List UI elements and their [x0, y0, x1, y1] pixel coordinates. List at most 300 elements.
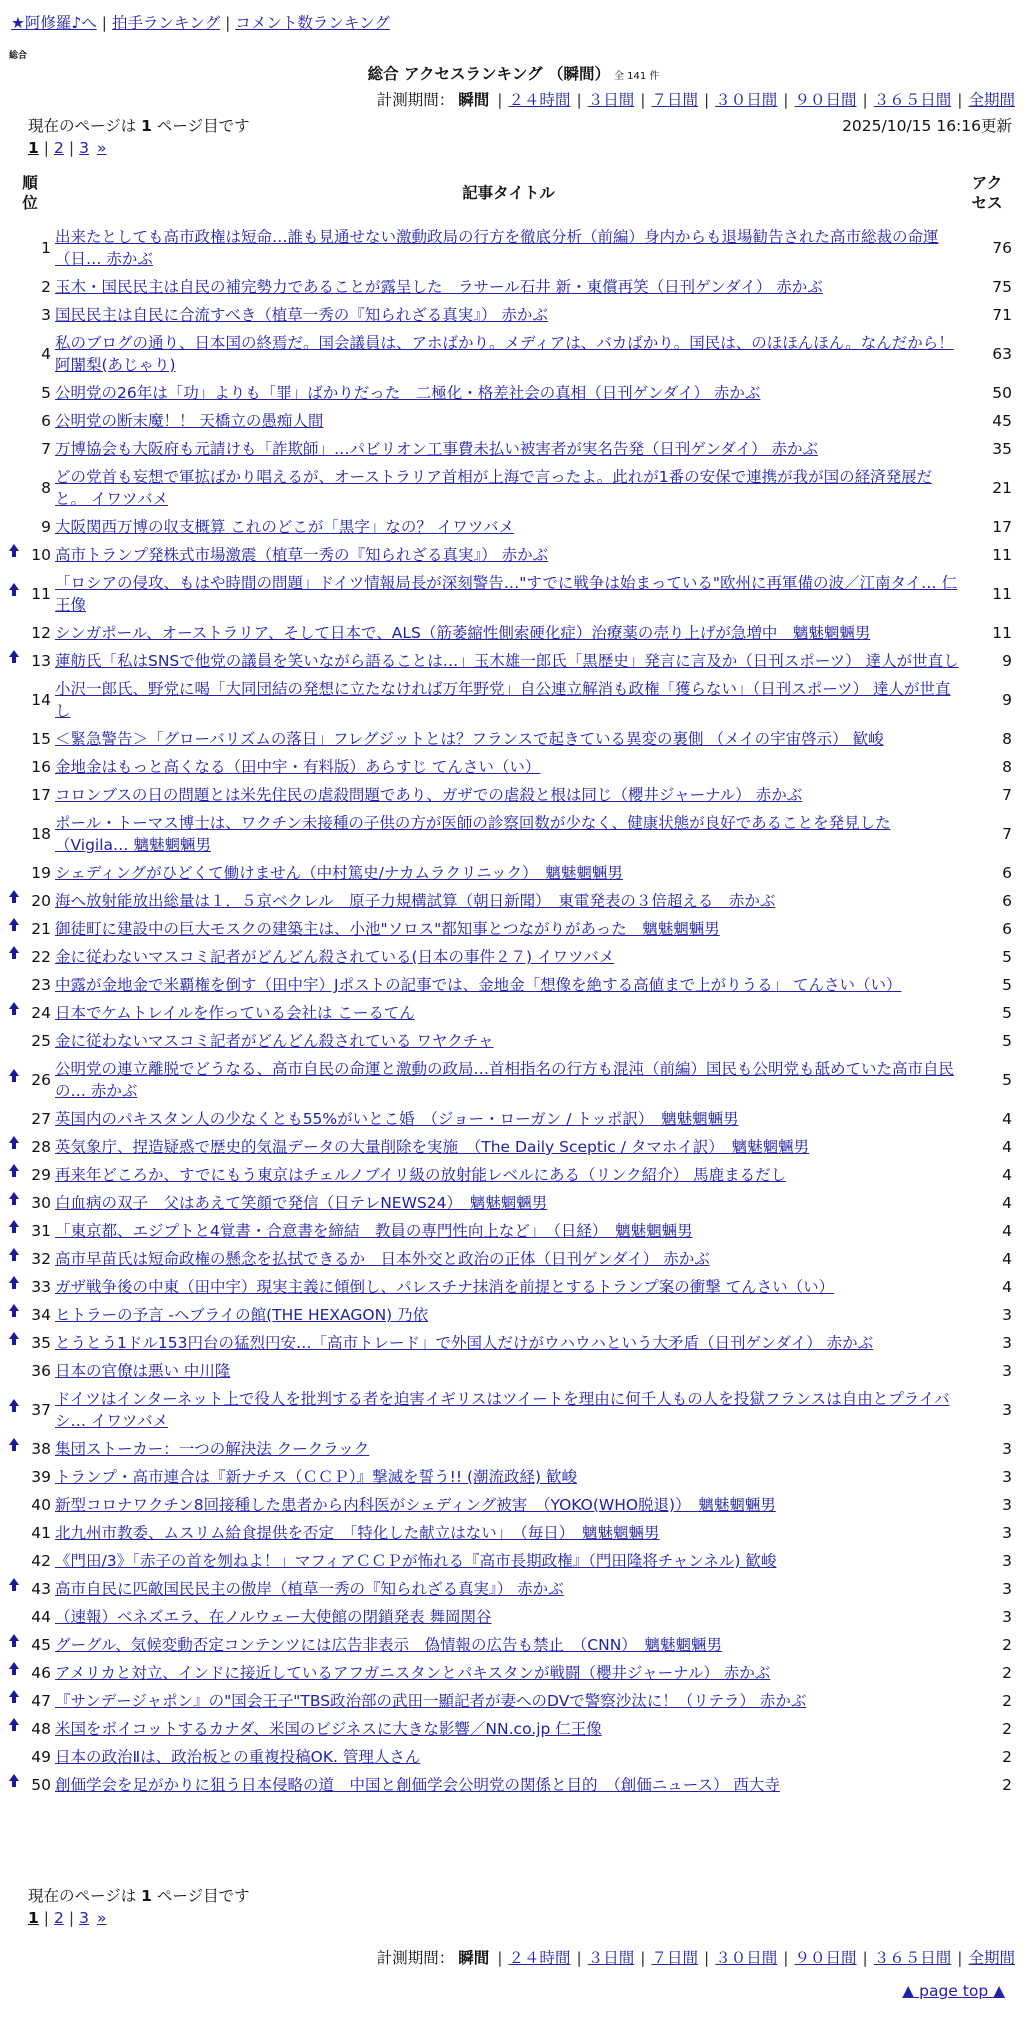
up-arrow-icon — [9, 1248, 19, 1255]
rank-number: 13 — [31, 652, 51, 670]
access-count: 2 — [1002, 1748, 1012, 1766]
pager-separator: | — [68, 1909, 75, 1927]
title-cell — [55, 915, 962, 943]
up-arrow-icon — [9, 1069, 19, 1076]
title-cell — [55, 619, 962, 647]
article-link[interactable]: 私のブログの通り、日本国の終焉だ。国会議員は、アホばかり。メディアは、バカばかり。国民は、のほほんほん。なんだから！ 阿闍梨(あじゃり) — [55, 334, 954, 374]
rank-number: 27 — [31, 1110, 51, 1128]
access-count: 3 — [1002, 1496, 1012, 1514]
rank-cell — [5, 647, 55, 675]
rank-cell — [5, 915, 55, 943]
access-count: 5 — [1002, 1004, 1012, 1022]
access-count: 4 — [1002, 1222, 1012, 1240]
table-row — [5, 1743, 1022, 1771]
rank-number: 16 — [31, 758, 51, 776]
rank-number: 15 — [31, 730, 51, 748]
period-link[interactable]: ３６５日間 — [873, 1949, 952, 1967]
rank-number: 5 — [41, 384, 51, 402]
rank-number: 7 — [41, 440, 51, 458]
up-arrow-icon — [9, 1690, 19, 1697]
up-arrow-icon — [9, 1304, 19, 1311]
title-cell — [55, 541, 962, 569]
article-link[interactable]: どの党首も妄想で軍拡ばかり唱えるが、オーストラリア首相が上海で言ったよ。此れが1番の安保で連携が我が国の経済発展だと。 イワツバメ — [55, 468, 933, 508]
article-link[interactable]: 蓮舫氏「私はSNSで他党の議員を笑いながら語ることは…」玉木雄一郎氏「黒歴史」発言に言及か（日刊スポーツ） 達人が世直し — [55, 652, 959, 670]
article-link[interactable]: 《門田/3》「赤子の首を刎ねよ！」マフィアＣＣＰが怖れる『高市長期政権』（門田隆将チャンネル) 歓峻 — [55, 1552, 777, 1570]
title-cell — [55, 999, 962, 1027]
table-row — [5, 999, 1022, 1027]
article-link[interactable]: ドイツはインターネット上で役人を批判する者を迫害イギリスはツイートを理由に何千人もの人を投獄フランスは自由とプライバシ… イワツバメ — [55, 1390, 950, 1430]
title-cell — [55, 1357, 962, 1385]
table-row — [5, 1631, 1022, 1659]
title-cell — [55, 223, 962, 273]
rank-number: 40 — [31, 1496, 51, 1514]
period-link[interactable]: 全期間 — [968, 91, 1015, 109]
access-count: 11 — [992, 624, 1012, 642]
rank-cell — [5, 1161, 55, 1189]
table-row — [5, 1329, 1022, 1357]
top-nav — [11, 11, 390, 33]
article-link[interactable]: 国民民主は自民に合流すべき（植草一秀の『知られざる真実』） 赤かぶ — [55, 306, 548, 324]
table-row — [5, 569, 1022, 619]
pager-next-link[interactable]: » — [97, 1909, 107, 1927]
up-arrow-icon — [9, 1002, 19, 1009]
table-row — [5, 1027, 1022, 1055]
access-count: 4 — [1002, 1250, 1012, 1268]
rank-cell — [5, 1491, 55, 1519]
rank-number: 35 — [31, 1334, 51, 1352]
table-row — [5, 725, 1022, 753]
rank-number: 9 — [41, 518, 51, 536]
title-cell — [55, 859, 962, 887]
rank-number: 26 — [31, 1071, 51, 1089]
access-count: 4 — [1002, 1194, 1012, 1212]
article-link[interactable]: 公明党の断末魔！！ 天橋立の愚痴人間 — [55, 412, 324, 430]
period-separator: | — [862, 91, 868, 109]
article-link[interactable]: 金地金はもっと高くなる（田中宇・有料版）あらすじ てんさい（い） — [55, 758, 541, 776]
table-row — [5, 915, 1022, 943]
rank-cell — [5, 1217, 55, 1245]
page-top-link-wrapper — [902, 1982, 1005, 2000]
access-count: 35 — [992, 440, 1012, 458]
updated-timestamp: 2025/10/15 16:16更新 — [842, 117, 1012, 135]
rank-number: 45 — [31, 1636, 51, 1654]
article-link[interactable]: 「東京都、エジプトと4覚書・合意書を締結 教員の専門性向上など」 （日経） 魑魅魍魎男 — [55, 1222, 693, 1240]
title-cell — [55, 1687, 962, 1715]
total-count: 全 141 件 — [613, 71, 660, 82]
rank-number: 17 — [31, 786, 51, 804]
up-arrow-icon — [9, 1438, 19, 1445]
period-separator: | — [704, 1949, 710, 1967]
access-count: 21 — [992, 479, 1012, 497]
rank-cell — [5, 379, 55, 407]
article-link[interactable]: 「ロシアの侵攻、もはや時間の問題」ドイツ情報局長が深刻警告…"すでに戦争は始まっている"欧州に再軍備の波／江南タイ… 仁王像 — [55, 574, 958, 614]
title-cell — [55, 301, 962, 329]
title-cell — [55, 435, 962, 463]
rank-number: 21 — [31, 920, 51, 938]
rank-cell — [5, 541, 55, 569]
access-count: 3 — [1002, 1468, 1012, 1486]
nav-separator: | — [101, 14, 108, 32]
rank-cell — [5, 971, 55, 999]
table-row — [5, 1357, 1022, 1385]
article-link[interactable]: 玉木・国民民主は自民の補完勢力であることが露呈した ラサール石井 新・東償再笑（日刊ゲンダイ） 赤かぶ — [55, 278, 823, 296]
title-cell — [55, 329, 962, 379]
title-cell — [55, 1771, 962, 1799]
up-arrow-icon — [9, 1276, 19, 1283]
rank-number: 8 — [41, 479, 51, 497]
title-cell — [55, 1027, 962, 1055]
article-link[interactable]: 高市自民に匹敵国民民主の傲岸（植草一秀の『知られざる真実』） 赤かぶ — [55, 1580, 564, 1598]
article-link[interactable]: 出来たとしても高市政権は短命…誰も見通せない激動政局の行方を徹底分析（前編）身内からも退場勧告された高市総裁の命運（日… 赤かぶ — [55, 228, 939, 268]
access-count: 45 — [992, 412, 1012, 430]
access-count: 63 — [992, 345, 1012, 363]
rank-cell — [5, 1133, 55, 1161]
title-cell — [55, 1603, 962, 1631]
article-link[interactable]: 集団ストーカー：一つの解決法 クークラック — [55, 1440, 370, 1458]
rank-cell — [5, 1743, 55, 1771]
period-separator: | — [640, 1949, 646, 1967]
rank-number: 33 — [31, 1278, 51, 1296]
up-arrow-icon — [9, 544, 19, 551]
article-link[interactable]: 英国内のパキスタン人の少なくとも55%がいとこ婚 （ジョー・ローガン / トッポ訳） 魑魅魍魎男 — [55, 1110, 739, 1128]
article-link[interactable]: 英気象庁、捏造疑惑で歴史的気温データの大量削除を実施 （The Daily Sceptic / タマホイ訳） 魑魅魍魎男 — [55, 1138, 810, 1156]
period-link[interactable]: ３０日間 — [715, 1949, 778, 1967]
table-row — [5, 407, 1022, 435]
table-row — [5, 329, 1022, 379]
period-link[interactable]: ７日間 — [651, 91, 698, 109]
rank-number: 10 — [31, 546, 51, 564]
pager-separator: | — [43, 1909, 50, 1927]
article-link[interactable]: ＜緊急警告＞「グローバリズムの落日」フレグジットとは？フランスで起きている異変の裏側 （メイの宇宙啓示） 歓峻 — [55, 730, 884, 748]
article-link[interactable]: 日本の政治Ⅱは、政治板との重複投稿OK. 管理人さん — [55, 1748, 421, 1766]
pager-next-link[interactable]: » — [97, 139, 107, 157]
table-row — [5, 1301, 1022, 1329]
article-link[interactable]: 北九州市教委、ムスリム給食提供を否定 「特化した献立はない」 （毎日） 魑魅魍魎男 — [55, 1524, 660, 1542]
table-row — [5, 1771, 1022, 1799]
article-link[interactable]: 大阪関西万博の収支概算 これのどこが「黒字」なの？ イワツバメ — [55, 518, 515, 536]
period-separator: | — [497, 1949, 503, 1967]
article-link[interactable]: 高市早苗氏は短命政権の懸念を払拭できるか 日本外交と政治の正体（日刊ゲンダイ） 赤かぶ — [55, 1250, 710, 1268]
table-row — [5, 1463, 1022, 1491]
page-top-link[interactable]: ▲ page top ▲ — [902, 1982, 1005, 2000]
rank-number: 3 — [41, 306, 51, 324]
pager-page-link[interactable]: 2 — [54, 1909, 64, 1927]
title-cell — [55, 379, 962, 407]
table-row — [5, 859, 1022, 887]
rank-cell — [5, 887, 55, 915]
article-link[interactable]: ヒトラーの予言 -ヘブライの館(THE HEXAGON) 乃依 — [55, 1306, 429, 1324]
page-info-prefix: 現在のページは — [28, 117, 137, 135]
period-separator: | — [640, 91, 646, 109]
pager-separator: | — [43, 139, 50, 157]
nav-separator: | — [225, 14, 231, 32]
period-link[interactable]: ３０日間 — [715, 91, 778, 109]
access-count: 8 — [1002, 758, 1012, 776]
rank-number: 20 — [31, 892, 51, 910]
access-count: 5 — [1002, 1071, 1012, 1089]
rank-cell — [5, 569, 55, 619]
title-cell — [55, 887, 962, 915]
title-cell — [55, 1547, 962, 1575]
rank-number: 34 — [31, 1306, 51, 1324]
access-count: 5 — [1002, 976, 1012, 994]
access-count: 6 — [1002, 892, 1012, 910]
title-cell — [55, 1329, 962, 1357]
title-cell — [55, 675, 962, 725]
article-link[interactable]: コロンブスの日の問題とは米先住民の虐殺問題であり、ガザでの虐殺と根は同じ（櫻井ジャーナル） 赤かぶ — [55, 786, 803, 804]
pager-top — [28, 139, 107, 157]
table-row — [5, 619, 1022, 647]
rank-number: 48 — [31, 1720, 51, 1738]
rank-number: 49 — [31, 1748, 51, 1766]
table-row — [5, 1133, 1022, 1161]
period-separator: | — [497, 91, 503, 109]
rank-cell — [5, 301, 55, 329]
rank-number: 6 — [41, 412, 51, 430]
access-count: 4 — [1002, 1278, 1012, 1296]
rank-cell — [5, 463, 55, 513]
period-current: 瞬間 — [458, 91, 490, 109]
article-link[interactable]: 米国をボイコットするカナダ、米国のビジネスに大きな影響／NN.co.jp 仁王像 — [55, 1720, 602, 1738]
rank-number: 12 — [31, 624, 51, 642]
rank-number: 14 — [31, 691, 51, 709]
table-row — [5, 1435, 1022, 1463]
pager-bottom — [28, 1909, 107, 1927]
title-cell — [55, 1491, 962, 1519]
rank-number: 37 — [31, 1401, 51, 1419]
rank-cell — [5, 1575, 55, 1603]
article-link[interactable]: 日本の官僚は悪い 中川隆 — [55, 1362, 231, 1380]
rank-cell — [5, 1189, 55, 1217]
page-info-number: 1 — [141, 1887, 152, 1905]
article-link[interactable]: アメリカと対立、インドに接近しているアフガニスタンとパキスタンが戦闘（櫻井ジャーナル） 赤かぶ — [55, 1664, 771, 1682]
table-row — [5, 463, 1022, 513]
period-separator: | — [957, 91, 963, 109]
article-link[interactable]: 中露が金地金で米覇権を倒す（田中宇）Jポストの記事では、金地金「想像を絶する高値まで上がりうる」 てんさい（い） — [55, 976, 902, 994]
period-separator: | — [576, 91, 582, 109]
up-arrow-icon — [9, 918, 19, 925]
rank-number: 36 — [31, 1362, 51, 1380]
rank-cell — [5, 1027, 55, 1055]
rank-number: 24 — [31, 1004, 51, 1022]
access-column-header: アク セス — [971, 173, 1003, 212]
article-link[interactable]: 金に従わないマスコミ記者がどんどん殺されている(日本の事件２７) イワツバメ — [55, 948, 615, 966]
table-row — [5, 301, 1022, 329]
rank-cell — [5, 1329, 55, 1357]
table-row — [5, 1687, 1022, 1715]
period-link[interactable]: ７日間 — [651, 1949, 698, 1967]
access-count: 4 — [1002, 1166, 1012, 1184]
article-link[interactable]: シェディングがひどくて働けません（中村篤史/ナカムラクリニック） 魑魅魍魎男 — [55, 864, 623, 882]
title-cell — [55, 1743, 962, 1771]
access-count: 5 — [1002, 1032, 1012, 1050]
rank-number: 23 — [31, 976, 51, 994]
pager-separator: | — [68, 139, 75, 157]
rank-cell — [5, 1301, 55, 1329]
rank-cell — [5, 943, 55, 971]
pager-page-link[interactable]: 2 — [54, 139, 64, 157]
access-count: 3 — [1002, 1306, 1012, 1324]
rank-number: 31 — [31, 1222, 51, 1240]
up-arrow-icon — [9, 1220, 19, 1227]
title-cell — [55, 1189, 962, 1217]
table-row — [5, 753, 1022, 781]
page-info-top — [28, 114, 250, 136]
comment-ranking-link[interactable]: コメント数ランキング — [235, 14, 390, 32]
article-link[interactable]: 日本でケムトレイルを作っている会社は こーるてん — [55, 1004, 415, 1022]
rank-cell — [5, 619, 55, 647]
article-link[interactable]: 万博協会も大阪府も元請けも「詐欺師」…パビリオン工事費未払い被害者が実名告発（日刊ゲンダイ） 赤かぶ — [55, 440, 819, 458]
access-count: 50 — [992, 384, 1012, 402]
title-cell — [55, 407, 962, 435]
title-cell — [55, 1245, 962, 1273]
rank-cell — [5, 1771, 55, 1799]
rank-cell — [5, 753, 55, 781]
article-link[interactable]: 海へ放射能放出総量は１．５京ベクレル 原子力規構試算（朝日新聞） 東電発表の３倍超える 赤かぶ — [55, 892, 776, 910]
title-cell — [55, 753, 962, 781]
table-row — [5, 273, 1022, 301]
article-link[interactable]: 新型コロナワクチン8回接種した患者から内科医がシェディング被害 （YOKO(WHO脱退)） 魑魅魍魎男 — [55, 1496, 776, 1514]
title-cell — [55, 809, 962, 859]
table-row — [5, 1491, 1022, 1519]
period-link[interactable]: ３日間 — [587, 91, 635, 109]
rank-number: 29 — [31, 1166, 51, 1184]
period-label: 計測期間： — [376, 1949, 455, 1967]
title-cell — [55, 1217, 962, 1245]
table-row — [5, 1659, 1022, 1687]
rank-number: 42 — [31, 1552, 51, 1570]
title-cell — [55, 1575, 962, 1603]
title-cell — [55, 971, 962, 999]
up-arrow-icon — [9, 650, 19, 657]
article-link[interactable]: とうとう1ドル153円台の猛烈円安…「高市トレード」で外国人だけがウハウハという大矛盾（日刊ゲンダイ） 赤かぶ — [55, 1334, 874, 1352]
table-header-row — [5, 163, 1022, 223]
article-link[interactable]: グーグル、気候変動否定コンテンツには広告非表示 偽情報の広告も禁止 （CNN） 魑魅魍魎男 — [55, 1636, 723, 1654]
article-link[interactable]: 創価学会を足がかりに狙う日本侵略の道 中国と創価学会公明党の関係と目的 （創価ニュース） 西大寺 — [55, 1776, 780, 1794]
table-row — [5, 1519, 1022, 1547]
title-cell — [55, 725, 962, 753]
article-link[interactable]: 再来年どころか、すでにもう東京はチェルノブイリ級の放射能レベルにある（リンク紹介） 馬鹿まるだし — [55, 1166, 787, 1184]
rank-cell — [5, 513, 55, 541]
page-info-suffix: ページ目です — [156, 117, 250, 135]
access-count: 3 — [1002, 1580, 1012, 1598]
table-row — [5, 435, 1022, 463]
period-link[interactable]: 全期間 — [968, 1949, 1015, 1967]
rank-number: 47 — [31, 1692, 51, 1710]
rank-number: 4 — [41, 345, 51, 363]
period-link[interactable]: ２４時間 — [508, 91, 571, 109]
period-separator: | — [957, 1949, 963, 1967]
page-heading — [0, 62, 1027, 84]
access-count: 7 — [1002, 825, 1012, 843]
article-link[interactable]: ガザ戦争後の中東（田中宇）現実主義に傾倒し、パレスチナ抹消を前提とするトランプ案の衝撃 てんさい（い） — [55, 1278, 835, 1296]
rank-cell — [5, 1273, 55, 1301]
rank-number: 39 — [31, 1468, 51, 1486]
rank-cell — [5, 1603, 55, 1631]
page-title: 総合 アクセスランキング （瞬間） — [367, 65, 610, 83]
title-cell — [55, 463, 962, 513]
rank-cell — [5, 1357, 55, 1385]
rank-cell — [5, 859, 55, 887]
period-link[interactable]: ９０日間 — [794, 91, 857, 109]
up-arrow-icon — [9, 1662, 19, 1669]
rank-number: 32 — [31, 1250, 51, 1268]
up-arrow-icon — [9, 1399, 19, 1406]
table-row — [5, 1385, 1022, 1435]
pager-page-link[interactable]: 3 — [79, 139, 90, 157]
table-row — [5, 1715, 1022, 1743]
table-row — [5, 1603, 1022, 1631]
pager-page-link[interactable]: 3 — [79, 1909, 90, 1927]
rank-cell — [5, 725, 55, 753]
home-link[interactable]: ★阿修羅♪へ — [11, 14, 97, 32]
access-count: 9 — [1002, 652, 1012, 670]
rank-cell — [5, 435, 55, 463]
title-cell — [55, 1631, 962, 1659]
access-count: 3 — [1002, 1440, 1012, 1458]
period-selector-bottom — [377, 1946, 1015, 1968]
article-link[interactable]: 高市トランプ発株式市場激震（植草一秀の『知られざる真実』） 赤かぶ — [55, 546, 549, 564]
title-cell — [55, 1463, 962, 1491]
article-link[interactable]: 公明党の連立離脱でどうなる、高市自民の命運と激動の政局…首相指名の行方も混沌（前編）国民も公明党も舐めていた高市自民の… 赤かぶ — [55, 1060, 955, 1100]
article-link[interactable]: トランプ・高市連合は『新ナチス（ＣＣＰ）』撃滅を誓う!! (潮流政経) 歓峻 — [55, 1468, 578, 1486]
access-count: 2 — [1002, 1776, 1012, 1794]
period-separator: | — [783, 91, 789, 109]
rank-cell — [5, 1245, 55, 1273]
access-count: 2 — [1002, 1636, 1012, 1654]
access-count: 8 — [1002, 730, 1012, 748]
access-count: 2 — [1002, 1720, 1012, 1738]
table-row — [5, 1105, 1022, 1133]
article-link[interactable]: （速報）ベネズエラ、在ノルウェー大使館の閉鎖発表 舞岡関谷 — [55, 1608, 492, 1626]
title-column-header: 記事タイトル — [462, 183, 555, 202]
table-row — [5, 1055, 1022, 1105]
title-cell — [55, 1161, 962, 1189]
article-link[interactable]: 小沢一郎氏、野党に喝「大同団結の発想に立たなければ万年野党」自公連立解消も政権「獲らない」（日刊スポーツ） 達人が世直し — [55, 680, 951, 720]
title-cell — [55, 781, 962, 809]
rank-cell — [5, 1659, 55, 1687]
access-count: 71 — [992, 306, 1012, 324]
title-cell — [55, 1519, 962, 1547]
access-count: 3 — [1002, 1401, 1012, 1419]
period-separator: | — [576, 1949, 582, 1967]
article-link[interactable]: 公明党の26年は「功」よりも「罪」ばかりだった 二極化・格差社会の真相（日刊ゲンダイ） 赤かぶ — [55, 384, 761, 402]
rank-cell — [5, 1519, 55, 1547]
article-link[interactable]: 金に従わないマスコミ記者がどんどん殺されている ワヤクチャ — [55, 1032, 494, 1050]
rank-cell — [5, 781, 55, 809]
access-count: 75 — [992, 278, 1012, 296]
access-count: 9 — [1002, 691, 1012, 709]
article-link[interactable]: 『サンデージャポン』の"国会王子"TBS政治部の武田一顯記者が妻へのDVで警察沙汰に！（リテラ） 赤かぶ — [55, 1692, 807, 1710]
rank-cell — [5, 223, 55, 273]
title-cell — [55, 1273, 962, 1301]
title-cell — [55, 1715, 962, 1743]
article-link[interactable]: ポール・トーマス博士は、ワクチン未接種の子供の方が医師の診察回数が少なく、健康状態が良好であることを発見した（Vigila… 魑魅魍魎男 — [55, 814, 891, 854]
applause-ranking-link[interactable]: 拍手ランキング — [112, 14, 221, 32]
period-link[interactable]: ３日間 — [587, 1949, 635, 1967]
period-link[interactable]: ２４時間 — [508, 1949, 571, 1967]
access-count: 2 — [1002, 1692, 1012, 1710]
up-arrow-icon — [9, 583, 19, 590]
period-link[interactable]: ３６５日間 — [873, 91, 952, 109]
rank-cell — [5, 999, 55, 1027]
article-link[interactable]: 白血病の双子 父はあえて笑顔で発信（日テレNEWS24） 魑魅魍魎男 — [55, 1194, 548, 1212]
article-link[interactable]: シンガポール、オーストラリア、そして日本で、ALS（筋萎縮性側索硬化症）治療薬の売り上げが急増中 魑魅魍魎男 — [55, 624, 871, 642]
table-row — [5, 541, 1022, 569]
period-link[interactable]: ９０日間 — [794, 1949, 857, 1967]
article-link[interactable]: 御徒町に建設中の巨大モスクの建築主は、小池"ソロス"都知事とつながりがあった 魑魅魍魎男 — [55, 920, 720, 938]
up-arrow-icon — [9, 946, 19, 953]
